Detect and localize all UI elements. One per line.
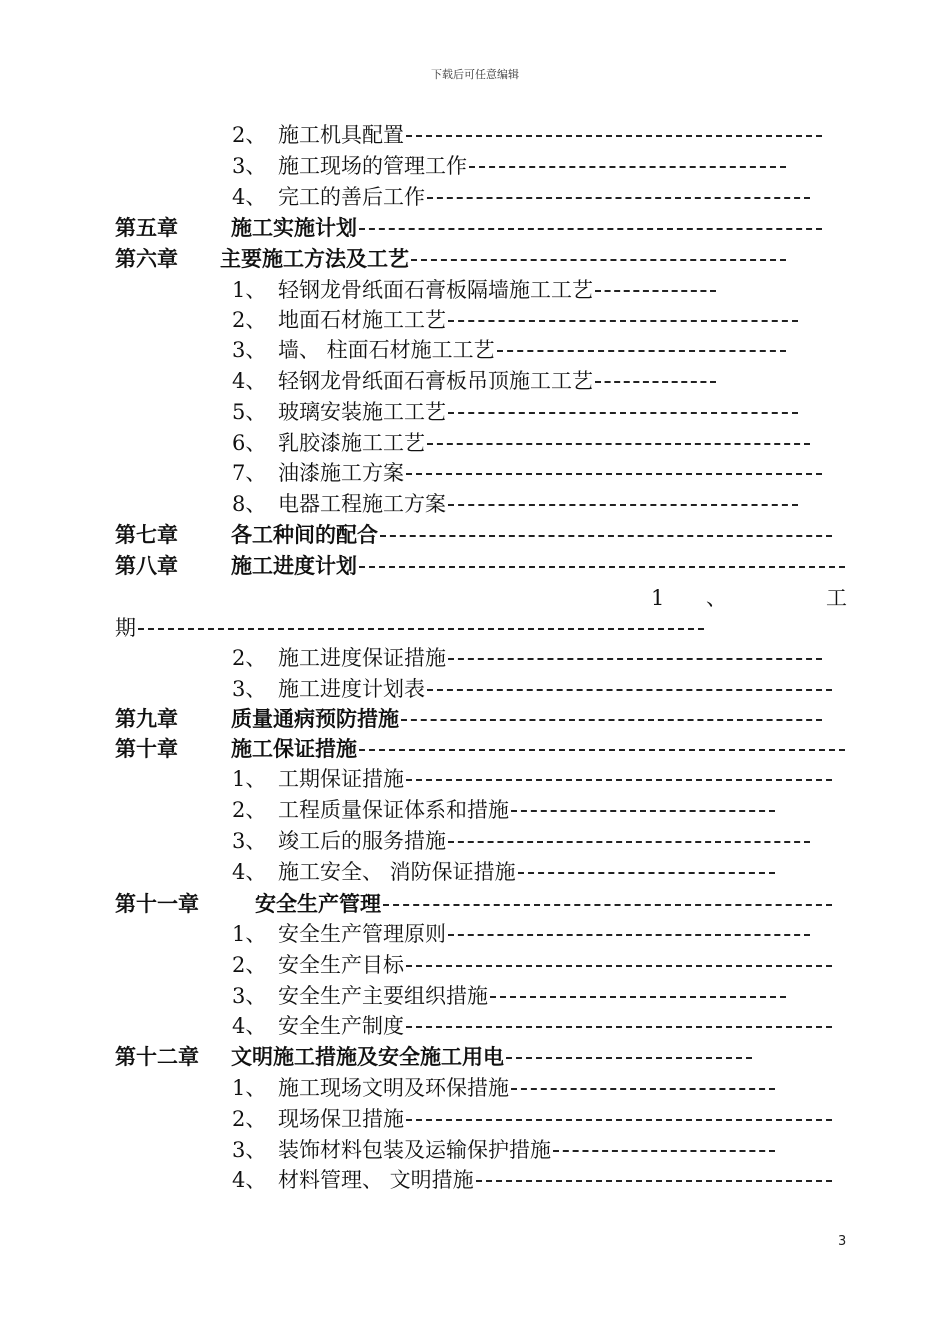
toc-entry-title: 安全生产制度 <box>278 1014 404 1038</box>
toc-entry-number: 2、 <box>232 646 267 670</box>
toc-chapter-title: 文明施工措施及安全施工用电 <box>231 1045 504 1069</box>
toc-dash-leader <box>359 566 845 568</box>
toc-section-entry <box>0 981 950 1011</box>
toc-entry-number: 1、 <box>232 922 267 946</box>
toc-entry-number: 6、 <box>232 431 267 455</box>
toc-chapter-label: 第七章 <box>115 523 178 547</box>
toc-dash-leader <box>553 1150 775 1152</box>
toc-entry-title: 工期保证措施 <box>278 767 404 791</box>
toc-dash-leader <box>380 535 832 537</box>
toc-entry-title: 墙、 柱面石材施工工艺 <box>278 338 495 362</box>
toc-chapter-entry <box>0 551 950 581</box>
toc-dash-leader <box>448 412 798 414</box>
toc-dash-leader <box>448 934 810 936</box>
toc-dash-leader <box>406 779 832 781</box>
toc-entry-split-bottom <box>0 613 950 643</box>
toc-section-entry <box>0 674 950 704</box>
toc-section-entry <box>0 950 950 980</box>
toc-chapter-label: 第九章 <box>115 707 178 731</box>
toc-entry-number: 3、 <box>232 1138 267 1162</box>
toc-dash-leader <box>406 1119 832 1121</box>
toc-dash-leader <box>359 749 845 751</box>
toc-dash-leader <box>406 135 822 137</box>
toc-entry-title: 装饰材料包装及运输保护措施 <box>278 1138 551 1162</box>
toc-entry-number: 4、 <box>232 1168 267 1192</box>
toc-section-entry <box>0 275 950 305</box>
toc-dash-leader <box>511 810 775 812</box>
toc-entry-title: 地面石材施工工艺 <box>278 308 446 332</box>
toc-entry-title: 安全生产目标 <box>278 953 404 977</box>
toc-dash-leader <box>518 872 775 874</box>
toc-entry-title: 乳胶漆施工工艺 <box>278 431 425 455</box>
toc-entry-title: 安全生产管理原则 <box>278 922 446 946</box>
toc-entry-title: 施工机具配置 <box>278 123 404 147</box>
toc-entry-number: 4、 <box>232 185 267 209</box>
toc-entry-title: 施工进度保证措施 <box>278 646 446 670</box>
toc-entry-title: 施工现场文明及环保措施 <box>278 1076 509 1100</box>
toc-section-entry <box>0 458 950 488</box>
toc-chapter-title: 主要施工方法及工艺 <box>220 247 409 271</box>
toc-entry-number: 2、 <box>232 1107 267 1131</box>
toc-entry-title: 安全生产主要组织措施 <box>278 984 488 1008</box>
toc-chapter-entry <box>0 704 950 734</box>
toc-section-entry <box>0 182 950 212</box>
toc-dash-leader <box>406 965 832 967</box>
toc-dash-leader <box>448 320 798 322</box>
toc-entry-title: 完工的善后工作 <box>278 185 425 209</box>
toc-chapter-title: 安全生产管理 <box>255 892 381 916</box>
toc-chapter-title: 各工种间的配合 <box>231 523 378 547</box>
toc-dash-leader <box>469 166 786 168</box>
toc-entry-title: 现场保卫措施 <box>278 1107 404 1131</box>
toc-dash-leader <box>406 473 822 475</box>
toc-section-entry <box>0 151 950 181</box>
toc-entry-split-top <box>0 583 950 613</box>
toc-entry-title: 工 <box>826 586 847 610</box>
toc-section-entry <box>0 1073 950 1103</box>
toc-section-entry <box>0 1165 950 1195</box>
toc-entry-number: 4、 <box>232 860 267 884</box>
toc-entry-number: 3、 <box>232 984 267 1008</box>
toc-section-entry <box>0 428 950 458</box>
page-number: 3 <box>838 1234 847 1249</box>
toc-entry-number: 1、 <box>232 767 267 791</box>
toc-entry-number: 4、 <box>232 1014 267 1038</box>
toc-dash-leader <box>448 658 822 660</box>
page-header: 下载后可任意编辑 <box>431 68 519 81</box>
toc-entry-number: 2、 <box>232 123 267 147</box>
toc-section-entry <box>0 366 950 396</box>
toc-dash-leader <box>383 904 832 906</box>
toc-entry-number: 1 <box>651 586 665 610</box>
toc-chapter-label: 第十章 <box>115 737 178 761</box>
toc-entry-title: 施工现场的管理工作 <box>278 154 467 178</box>
toc-entry-title: 竣工后的服务措施 <box>278 829 446 853</box>
toc-chapter-entry <box>0 734 950 764</box>
toc-dash-leader <box>359 228 822 230</box>
toc-section-entry <box>0 1011 950 1041</box>
toc-dash-leader <box>476 1180 832 1182</box>
toc-chapter-entry <box>0 213 950 243</box>
toc-chapter-entry <box>0 889 950 919</box>
toc-entry-title: 轻钢龙骨纸面石膏板隔墙施工工艺 <box>278 278 593 302</box>
toc-entry-title: 油漆施工方案 <box>278 461 404 485</box>
toc-section-entry <box>0 335 950 365</box>
toc-chapter-entry <box>0 520 950 550</box>
toc-entry-number: 3、 <box>232 338 267 362</box>
toc-dash-leader <box>490 996 786 998</box>
toc-chapter-entry <box>0 244 950 274</box>
toc-chapter-title: 施工实施计划 <box>231 216 357 240</box>
toc-section-entry <box>0 1135 950 1165</box>
toc-dash-leader <box>401 719 822 721</box>
toc-chapter-label: 第十二章 <box>115 1045 199 1069</box>
toc-dash-leader <box>448 504 798 506</box>
toc-chapter-title: 施工进度计划 <box>231 554 357 578</box>
toc-entry-number: 2、 <box>232 308 267 332</box>
toc-chapter-title: 质量通病预防措施 <box>231 707 399 731</box>
toc-chapter-title: 施工保证措施 <box>231 737 357 761</box>
toc-section-entry <box>0 489 950 519</box>
toc-entry-number: 3、 <box>232 154 267 178</box>
toc-chapter-label: 第八章 <box>115 554 178 578</box>
toc-section-entry <box>0 919 950 949</box>
toc-entry-number: 1、 <box>232 1076 267 1100</box>
toc-entry-title: 玻璃安装施工工艺 <box>278 400 446 424</box>
toc-dash-leader <box>427 689 832 691</box>
toc-entry-number: 5、 <box>232 400 267 424</box>
toc-dash-leader <box>511 1088 775 1090</box>
toc-entry-number: 3、 <box>232 829 267 853</box>
toc-entry-title: 施工进度计划表 <box>278 677 425 701</box>
toc-dash-leader <box>448 841 810 843</box>
toc-dash-leader <box>595 381 716 383</box>
toc-section-entry <box>0 826 950 856</box>
toc-entry-number: 7、 <box>232 461 267 485</box>
toc-dash-leader <box>595 290 716 292</box>
toc-entry-number: 2、 <box>232 953 267 977</box>
toc-chapter-label: 第十一章 <box>115 892 199 916</box>
toc-dash-leader <box>406 1026 832 1028</box>
toc-section-entry <box>0 857 950 887</box>
toc-entry-title: 电器工程施工方案 <box>278 492 446 516</box>
toc-dash-leader <box>138 628 704 630</box>
toc-entry-title: 期 <box>115 616 136 640</box>
toc-section-entry <box>0 397 950 427</box>
toc-chapter-entry <box>0 1042 950 1072</box>
toc-dash-leader <box>427 443 810 445</box>
toc-entry-number: 8、 <box>232 492 267 516</box>
toc-entry-number: 3、 <box>232 677 267 701</box>
toc-entry-number: 4、 <box>232 369 267 393</box>
toc-entry-separator: 、 <box>706 586 727 610</box>
toc-dash-leader <box>427 197 810 199</box>
toc-section-entry <box>0 643 950 673</box>
toc-chapter-label: 第六章 <box>115 247 178 271</box>
toc-entry-number: 1、 <box>232 278 267 302</box>
toc-section-entry <box>0 795 950 825</box>
toc-dash-leader <box>411 259 786 261</box>
toc-section-entry <box>0 1104 950 1134</box>
toc-section-entry <box>0 764 950 794</box>
toc-section-entry <box>0 305 950 335</box>
toc-entry-title: 工程质量保证体系和措施 <box>278 798 509 822</box>
toc-entry-title: 施工安全、 消防保证措施 <box>278 860 516 884</box>
toc-entry-number: 2、 <box>232 798 267 822</box>
toc-entry-title: 材料管理、 文明措施 <box>278 1168 474 1192</box>
toc-chapter-label: 第五章 <box>115 216 178 240</box>
toc-section-entry <box>0 120 950 150</box>
toc-entry-title: 轻钢龙骨纸面石膏板吊顶施工工艺 <box>278 369 593 393</box>
toc-dash-leader <box>506 1057 752 1059</box>
toc-dash-leader <box>497 350 786 352</box>
